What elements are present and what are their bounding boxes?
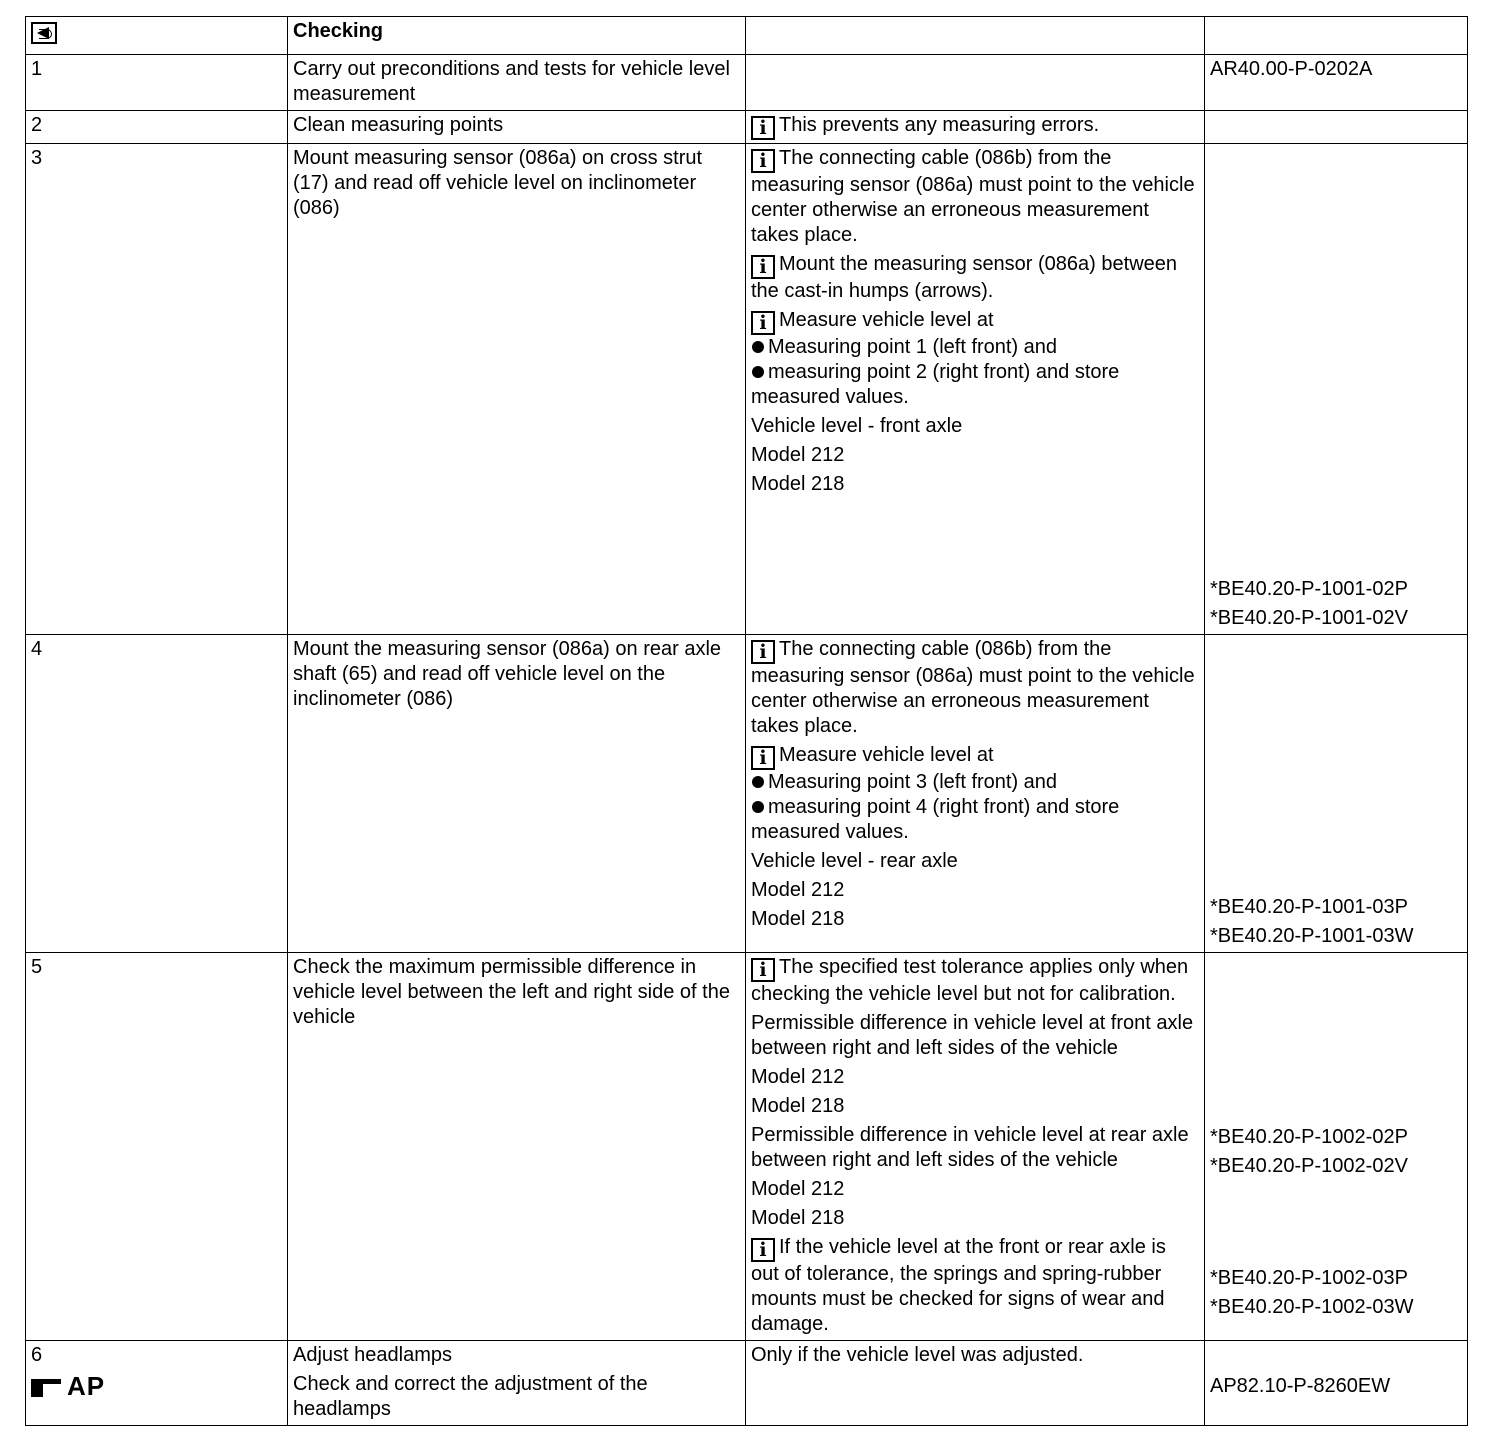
bullet-icon [752,341,764,353]
step-action: Check and correct the adjustment of the headlamps [293,1373,648,1420]
step-number: 3 [26,144,288,635]
step-action: Mount measuring sensor (086a) on cross strut (17) and read off vehicle level on inclinometer (086) [288,144,746,635]
step-action: Clean measuring points [288,111,746,144]
table-row [26,55,1468,111]
model-label: Model 218 [751,1095,845,1117]
section-title: Checking [293,20,384,42]
step-number: 6 [31,1344,43,1366]
step-action: Carry out preconditions and tests for vehicle level measurement [288,55,746,111]
spec-title: Permissible difference in vehicle level at rear axle between right and left sides of the vehicle [751,1124,1189,1171]
note-text: This prevents any measuring errors. [779,114,1100,136]
model-label: Model 212 [751,1066,845,1088]
bullet-text: measuring point 4 (right front) and store measured values. [751,796,1120,843]
bullet-text: measuring point 2 (right front) and store measured values. [751,361,1120,408]
reference-link[interactable]: *BE40.20-P-1002-03P [1210,1267,1408,1289]
reference-link[interactable]: AR40.00-P-0202A [1210,58,1373,80]
info-icon: i [751,640,775,664]
note-text: Mount the measuring sensor (086a) between the cast-in humps (arrows). [751,253,1178,302]
note-text: Only if the vehicle level was adjusted. [751,1344,1084,1366]
model-label: Model 218 [751,908,845,930]
note-text: The specified test tolerance applies only when checking the vehicle level but not for calibration. [751,956,1189,1005]
reference-link[interactable]: *BE40.20-P-1002-03W [1210,1296,1414,1318]
step-action: Adjust headlamps [293,1344,452,1366]
reference-link[interactable]: *BE40.20-P-1001-03W [1210,925,1414,947]
info-icon: i [751,958,775,982]
info-icon: i [751,1238,775,1262]
reference-link[interactable]: *BE40.20-P-1002-02P [1210,1126,1408,1148]
spec-title: Vehicle level - front axle [751,415,963,437]
note-text: Measure vehicle level at [779,744,994,766]
model-label: Model 218 [751,1207,845,1229]
table-row [26,953,1468,1341]
reference-link[interactable]: *BE40.20-P-1001-02V [1210,607,1408,629]
reference-link[interactable]: *BE40.20-P-1001-03P [1210,896,1408,918]
note-text: The connecting cable (086b) from the measuring sensor (086a) must point to the vehicle center otherwise an erroneous measurement takes place. [751,147,1195,246]
table-row [26,144,1468,635]
reference-link[interactable]: AP82.10-P-8260EW [1210,1375,1391,1397]
table-row [26,1341,1468,1426]
step-number: 1 [26,55,288,111]
ap-reference [31,1371,282,1401]
model-label: Model 218 [751,473,845,495]
bullet-icon [752,366,764,378]
checking-table [25,16,1468,1426]
note-text: Measure vehicle level at [779,309,994,331]
table-row [26,635,1468,953]
step-action: Mount the measuring sensor (086a) on rear axle shaft (65) and read off vehicle level on the inclinometer (086) [288,635,746,953]
model-label: Model 212 [751,879,845,901]
step-number: 4 [26,635,288,953]
info-icon: i [751,255,775,279]
step-action: Check the maximum permissible difference in vehicle level between the left and right side of the vehicle [288,953,746,1341]
ap-label: AP [67,1371,106,1401]
info-icon: i [751,311,775,335]
reference-link[interactable]: *BE40.20-P-1002-02V [1210,1155,1408,1177]
info-icon: i [751,746,775,770]
table-header-row [26,17,1468,55]
step-number: 2 [26,111,288,144]
model-label: Model 212 [751,444,845,466]
step-number: 5 [26,953,288,1341]
back-arrow-icon[interactable] [31,22,57,44]
bullet-icon [752,801,764,813]
bullet-icon [752,776,764,788]
note-text: The connecting cable (086b) from the measuring sensor (086a) must point to the vehicle center otherwise an erroneous measurement takes place. [751,638,1195,737]
bullet-text: Measuring point 1 (left front) and [768,336,1058,358]
spec-title: Permissible difference in vehicle level at front axle between right and left sides of the vehicle [751,1012,1194,1059]
pointing-hand-icon [31,1377,61,1397]
model-label: Model 212 [751,1178,845,1200]
info-icon: i [751,149,775,173]
note-text: If the vehicle level at the front or rear axle is out of tolerance, the springs and spring-rubber mounts must be checked for signs of wear and damage. [751,1236,1166,1335]
reference-link[interactable]: *BE40.20-P-1001-02P [1210,578,1408,600]
spec-title: Vehicle level - rear axle [751,850,958,872]
table-row [26,111,1468,144]
info-icon: i [751,116,775,140]
bullet-text: Measuring point 3 (left front) and [768,771,1058,793]
